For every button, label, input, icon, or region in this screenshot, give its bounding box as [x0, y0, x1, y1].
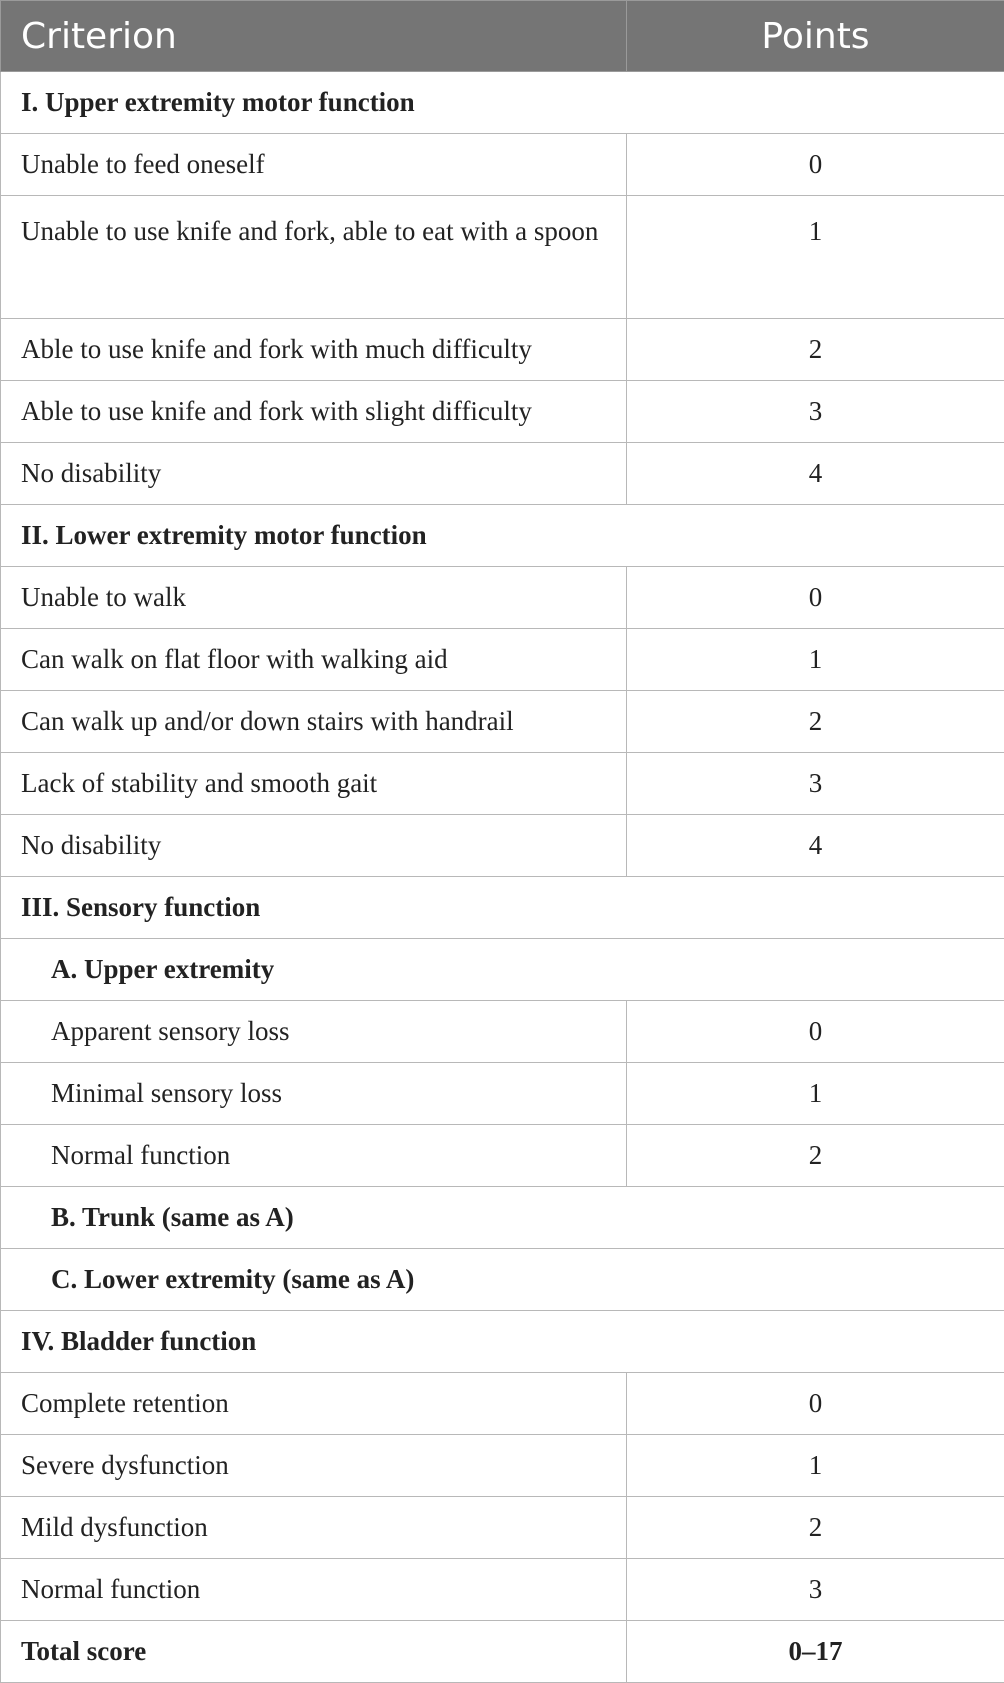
criterion-cell: Severe dysfunction — [1, 1435, 627, 1497]
points-cell: 1 — [627, 629, 1004, 691]
points-cell: 2 — [627, 1497, 1004, 1559]
table-header-row — [1, 1, 1004, 72]
criterion-cell: Complete retention — [1, 1373, 627, 1435]
total-row — [1, 1621, 1004, 1683]
points-cell: 4 — [627, 815, 1004, 877]
table-row — [1, 381, 1004, 443]
section-heading-sensory: III. Sensory function — [1, 877, 1004, 939]
subsection-heading-trunk: B. Trunk (same as A) — [1, 1187, 1004, 1249]
criterion-cell: Normal function — [1, 1125, 627, 1187]
criterion-cell: Can walk on flat floor with walking aid — [1, 629, 627, 691]
table-row — [1, 1373, 1004, 1435]
subsection-heading-lower-extremity: C. Lower extremity (same as A) — [1, 1249, 1004, 1311]
criterion-cell: No disability — [1, 443, 627, 505]
points-cell: 3 — [627, 381, 1004, 443]
table-row — [1, 1001, 1004, 1063]
criterion-cell: Normal function — [1, 1559, 627, 1621]
section-row — [1, 1311, 1004, 1373]
criterion-cell: Minimal sensory loss — [1, 1063, 627, 1125]
points-cell: 1 — [627, 196, 1004, 319]
criterion-cell: No disability — [1, 815, 627, 877]
table-row — [1, 1559, 1004, 1621]
points-cell: 2 — [627, 1125, 1004, 1187]
points-cell: 0 — [627, 134, 1004, 196]
table-row — [1, 629, 1004, 691]
section-heading-upper-motor: I. Upper extremity motor function — [1, 72, 1004, 134]
points-cell: 0 — [627, 1373, 1004, 1435]
points-cell: 1 — [627, 1435, 1004, 1497]
table-row — [1, 1125, 1004, 1187]
table-row — [1, 1497, 1004, 1559]
points-cell: 3 — [627, 753, 1004, 815]
points-cell: 4 — [627, 443, 1004, 505]
points-cell: 0 — [627, 567, 1004, 629]
criterion-cell: Unable to walk — [1, 567, 627, 629]
subsection-row — [1, 1249, 1004, 1311]
subsection-row — [1, 939, 1004, 1001]
points-cell: 1 — [627, 1063, 1004, 1125]
table-row — [1, 319, 1004, 381]
criterion-cell: Able to use knife and fork with much difficulty — [1, 319, 627, 381]
table-row — [1, 815, 1004, 877]
column-header-points: Points — [627, 1, 1004, 72]
criterion-cell: Unable to feed oneself — [1, 134, 627, 196]
section-heading-bladder: IV. Bladder function — [1, 1311, 1004, 1373]
total-points: 0–17 — [627, 1621, 1004, 1683]
subsection-row — [1, 1187, 1004, 1249]
subsection-heading-upper-extremity: A. Upper extremity — [1, 939, 1004, 1001]
table-row — [1, 691, 1004, 753]
table-row — [1, 134, 1004, 196]
criterion-cell: Able to use knife and fork with slight difficulty — [1, 381, 627, 443]
points-cell: 2 — [627, 319, 1004, 381]
section-row — [1, 72, 1004, 134]
total-label: Total score — [1, 1621, 627, 1683]
table-row — [1, 196, 1004, 319]
table-row — [1, 753, 1004, 815]
points-cell: 3 — [627, 1559, 1004, 1621]
criterion-cell: Lack of stability and smooth gait — [1, 753, 627, 815]
criterion-cell: Can walk up and/or down stairs with handrail — [1, 691, 627, 753]
table-row — [1, 443, 1004, 505]
section-row — [1, 505, 1004, 567]
table-row — [1, 567, 1004, 629]
section-heading-lower-motor: II. Lower extremity motor function — [1, 505, 1004, 567]
points-cell: 0 — [627, 1001, 1004, 1063]
criterion-cell: Unable to use knife and fork, able to eat with a spoon — [1, 196, 627, 319]
criterion-cell: Apparent sensory loss — [1, 1001, 627, 1063]
section-row — [1, 877, 1004, 939]
column-header-criterion: Criterion — [1, 1, 627, 72]
table-row — [1, 1435, 1004, 1497]
points-cell: 2 — [627, 691, 1004, 753]
table-row — [1, 1063, 1004, 1125]
criterion-cell: Mild dysfunction — [1, 1497, 627, 1559]
